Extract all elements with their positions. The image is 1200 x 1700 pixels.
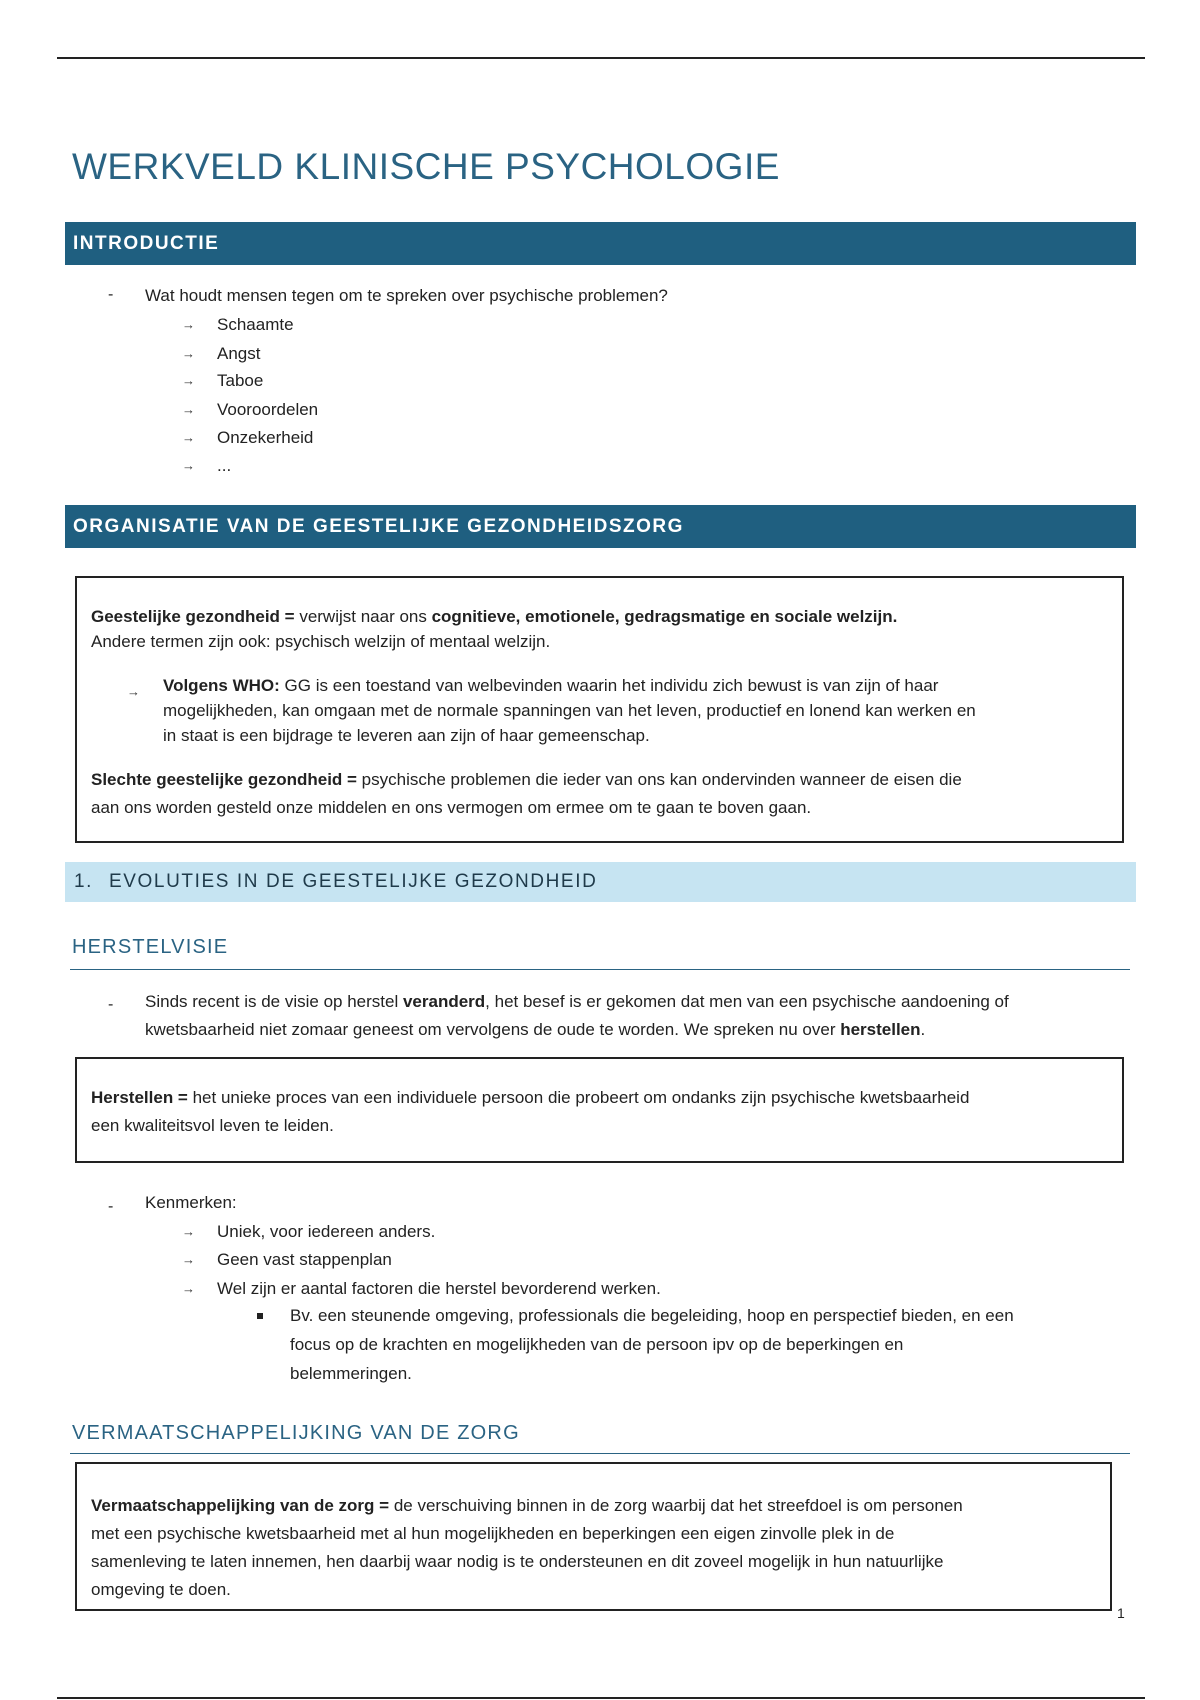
list-item: Schaamte bbox=[217, 315, 294, 334]
verm-def-line-1: Vermaatschappelijking van de zorg = de verschuiving binnen in de zorg waarbij dat het streefdoel is om personen bbox=[91, 1496, 963, 1515]
herstellen-def-line-1: Herstellen = het unieke proces van een individuele persoon die probeert om ondanks zijn psychische kwetsbaarheid bbox=[91, 1088, 970, 1107]
dash-bullet: - bbox=[108, 286, 114, 303]
section-heading-evoluties bbox=[65, 862, 1136, 902]
arrow-icon: → bbox=[182, 430, 195, 445]
verm-def-line-2: met een psychische kwetsbaarheid met al hun mogelijkheden en beperkingen een eigen zinvolle plek in de bbox=[91, 1524, 895, 1543]
arrow-icon: → bbox=[182, 402, 195, 417]
gg-def-plain: verwijst naar ons bbox=[294, 607, 432, 626]
who-label: Volgens WHO: bbox=[163, 676, 280, 695]
subheading-herstelvisie: HERSTELVISIE bbox=[72, 936, 229, 958]
page-title: WERKVELD KLINISCHE PSYCHOLOGIE bbox=[72, 146, 780, 187]
page-number: 1 bbox=[1117, 1605, 1125, 1621]
arrow-icon: → bbox=[182, 317, 195, 332]
subheading-vermaatschappelijking: VERMAATSCHAPPELIJKING VAN DE ZORG bbox=[72, 1422, 520, 1444]
slecht-term: Slechte geestelijke gezondheid = bbox=[91, 770, 357, 789]
verm-def-line-3: samenleving te laten innemen, hen daarbij waar nodig is te ondersteunen en dit zoveel mogelijk in hun natuurlijke bbox=[91, 1552, 944, 1571]
arrow-icon: → bbox=[127, 684, 140, 699]
list-item: Taboe bbox=[217, 371, 264, 390]
section-heading-introductie: INTRODUCTIE bbox=[65, 222, 1136, 265]
list-item: Angst bbox=[217, 344, 261, 363]
list-item: ... bbox=[217, 456, 232, 475]
gg-other-terms: Andere termen zijn ook: psychisch welzijn of mentaal welzijn. bbox=[91, 632, 551, 651]
definition-box-geestelijke-gezondheid bbox=[75, 576, 1124, 843]
kenmerken-label: Kenmerken: bbox=[145, 1193, 237, 1212]
section-title: EVOLUTIES IN DE GEESTELIJKE GEZONDHEID bbox=[109, 871, 598, 892]
dash-bullet: - bbox=[108, 996, 114, 1013]
gg-def-bold: cognitieve, emotionele, gedragsmatige en sociale welzijn. bbox=[431, 607, 898, 626]
section-number: 1. bbox=[74, 871, 94, 892]
gg-term: Geestelijke gezondheid = bbox=[91, 607, 295, 626]
bottom-rule bbox=[57, 1697, 1145, 1699]
subheading-rule bbox=[70, 1453, 1130, 1454]
herstellen-def-line-2: een kwaliteitsvol leven te leiden. bbox=[91, 1116, 334, 1135]
dash-bullet: - bbox=[108, 1198, 114, 1215]
arrow-icon: → bbox=[182, 373, 195, 388]
who-line-3: in staat is een bijdrage te leveren aan zijn of haar gemeenschap. bbox=[163, 726, 650, 745]
who-line-1: Volgens WHO: GG is een toestand van welbevinden waarin het individu zich bewust is van zijn of haar bbox=[163, 676, 939, 695]
herstellen-term: Herstellen = bbox=[91, 1088, 188, 1107]
herstel-bullet-line-1: Sinds recent is de visie op herstel veranderd, het besef is er gekomen dat men van een psychische aandoening of bbox=[145, 992, 1009, 1011]
slecht-line-2: aan ons worden gesteld onze middelen en ons vermogen om ermee om te gaan te boven gaan. bbox=[91, 798, 812, 817]
example-line-1: Bv. een steunende omgeving, professionals die begeleiding, hoop en perspectief bieden, en een bbox=[290, 1306, 1014, 1325]
introductie-question: Wat houdt mensen tegen om te spreken over psychische problemen? bbox=[145, 286, 668, 305]
section-heading-organisatie: ORGANISATIE VAN DE GEESTELIJKE GEZONDHEIDSZORG bbox=[65, 505, 1136, 548]
list-item: Vooroordelen bbox=[217, 400, 319, 419]
kenmerk-item: Uniek, voor iedereen anders. bbox=[217, 1222, 436, 1241]
square-bullet-icon bbox=[257, 1313, 263, 1319]
arrow-icon: → bbox=[182, 1252, 195, 1267]
slecht-line-1: Slechte geestelijke gezondheid = psychische problemen die ieder van ons kan ondervinden wanneer de eisen die bbox=[91, 770, 962, 789]
definition-box-herstellen bbox=[75, 1057, 1124, 1163]
arrow-icon: → bbox=[182, 1224, 195, 1239]
verm-def-line-4: omgeving te doen. bbox=[91, 1580, 231, 1599]
kenmerk-item: Geen vast stappenplan bbox=[217, 1250, 392, 1269]
example-line-3: belemmeringen. bbox=[290, 1364, 412, 1383]
who-line-2: mogelijkheden, kan omgaan met de normale spanningen van het leven, productief en lonend kan werken en bbox=[163, 701, 976, 720]
top-rule bbox=[57, 57, 1145, 59]
definition-box-vermaatschappelijking bbox=[75, 1462, 1112, 1611]
example-line-2: focus op de krachten en mogelijkheden van de persoon ipv op de beperkingen en bbox=[290, 1335, 904, 1354]
arrow-icon: → bbox=[182, 458, 195, 473]
gg-definition bbox=[91, 603, 897, 631]
list-item: Onzekerheid bbox=[217, 428, 314, 447]
arrow-icon: → bbox=[182, 346, 195, 361]
subheading-rule bbox=[70, 969, 1130, 970]
herstel-bullet-line-2: kwetsbaarheid niet zomaar geneest om vervolgens de oude te worden. We spreken nu over herstellen. bbox=[145, 1020, 926, 1039]
verm-term: Vermaatschappelijking van de zorg = bbox=[91, 1496, 390, 1515]
arrow-icon: → bbox=[182, 1281, 195, 1296]
kenmerk-item: Wel zijn er aantal factoren die herstel bevorderend werken. bbox=[217, 1279, 661, 1298]
